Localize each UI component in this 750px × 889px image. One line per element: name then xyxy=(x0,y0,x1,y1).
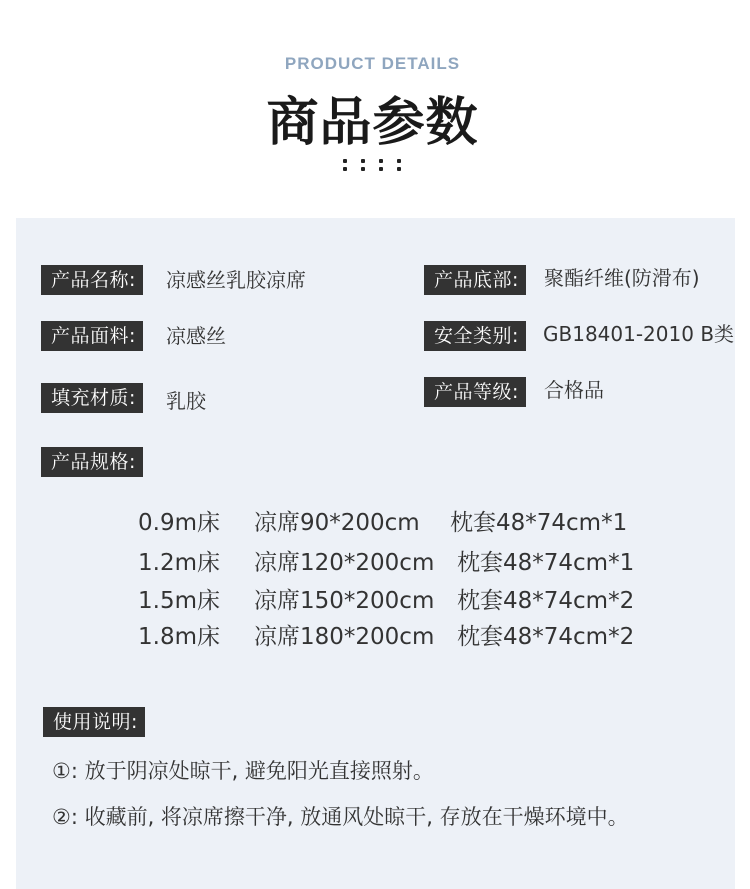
details-panel xyxy=(16,218,735,889)
spec-bed-size: 1.8m床 xyxy=(138,624,220,650)
spec-pillow-size: 枕套48*74cm*2 xyxy=(457,624,635,650)
usage-item: ②: 收藏前, 将凉席擦干净, 放通风处晾干, 存放在干燥环境中。 xyxy=(52,805,629,829)
spec-mat-size: 凉席150*200cm xyxy=(254,588,435,614)
safety-category-value: GB18401-2010 B类 xyxy=(543,322,735,346)
specs-label: 产品规格: xyxy=(41,447,143,477)
product-grade-value: 合格品 xyxy=(544,378,604,402)
usage-item: ①: 放于阴凉处晾干, 避免阳光直接照射。 xyxy=(52,759,434,783)
section-subtitle: PRODUCT DETAILS xyxy=(284,54,461,73)
filling-material-value: 乳胶 xyxy=(166,389,206,413)
product-name-value: 凉感丝乳胶凉席 xyxy=(166,268,306,292)
spec-bed-size: 1.5m床 xyxy=(138,588,220,614)
spec-pillow-size: 枕套48*74cm*1 xyxy=(450,510,628,536)
spec-mat-size: 凉席120*200cm xyxy=(254,550,435,576)
product-name-label: 产品名称: xyxy=(41,265,143,295)
product-fabric-value: 凉感丝 xyxy=(166,324,226,348)
filling-material-label: 填充材质: xyxy=(41,383,143,413)
product-bottom-label: 产品底部: xyxy=(424,265,526,295)
product-grade-label: 产品等级: xyxy=(424,377,526,407)
product-bottom-value: 聚酯纤维(防滑布) xyxy=(544,266,700,290)
spec-pillow-size: 枕套48*74cm*1 xyxy=(457,550,635,576)
section-title: 商品参数 xyxy=(266,93,479,153)
decorative-dots xyxy=(341,157,405,173)
safety-category-label: 安全类别: xyxy=(424,321,526,351)
spec-pillow-size: 枕套48*74cm*2 xyxy=(457,588,635,614)
spec-bed-size: 0.9m床 xyxy=(138,510,220,536)
spec-mat-size: 凉席180*200cm xyxy=(254,624,435,650)
usage-label: 使用说明: xyxy=(43,707,145,737)
spec-bed-size: 1.2m床 xyxy=(138,550,220,576)
spec-mat-size: 凉席90*200cm xyxy=(254,510,420,536)
product-fabric-label: 产品面料: xyxy=(41,321,143,351)
page-header xyxy=(0,0,750,215)
